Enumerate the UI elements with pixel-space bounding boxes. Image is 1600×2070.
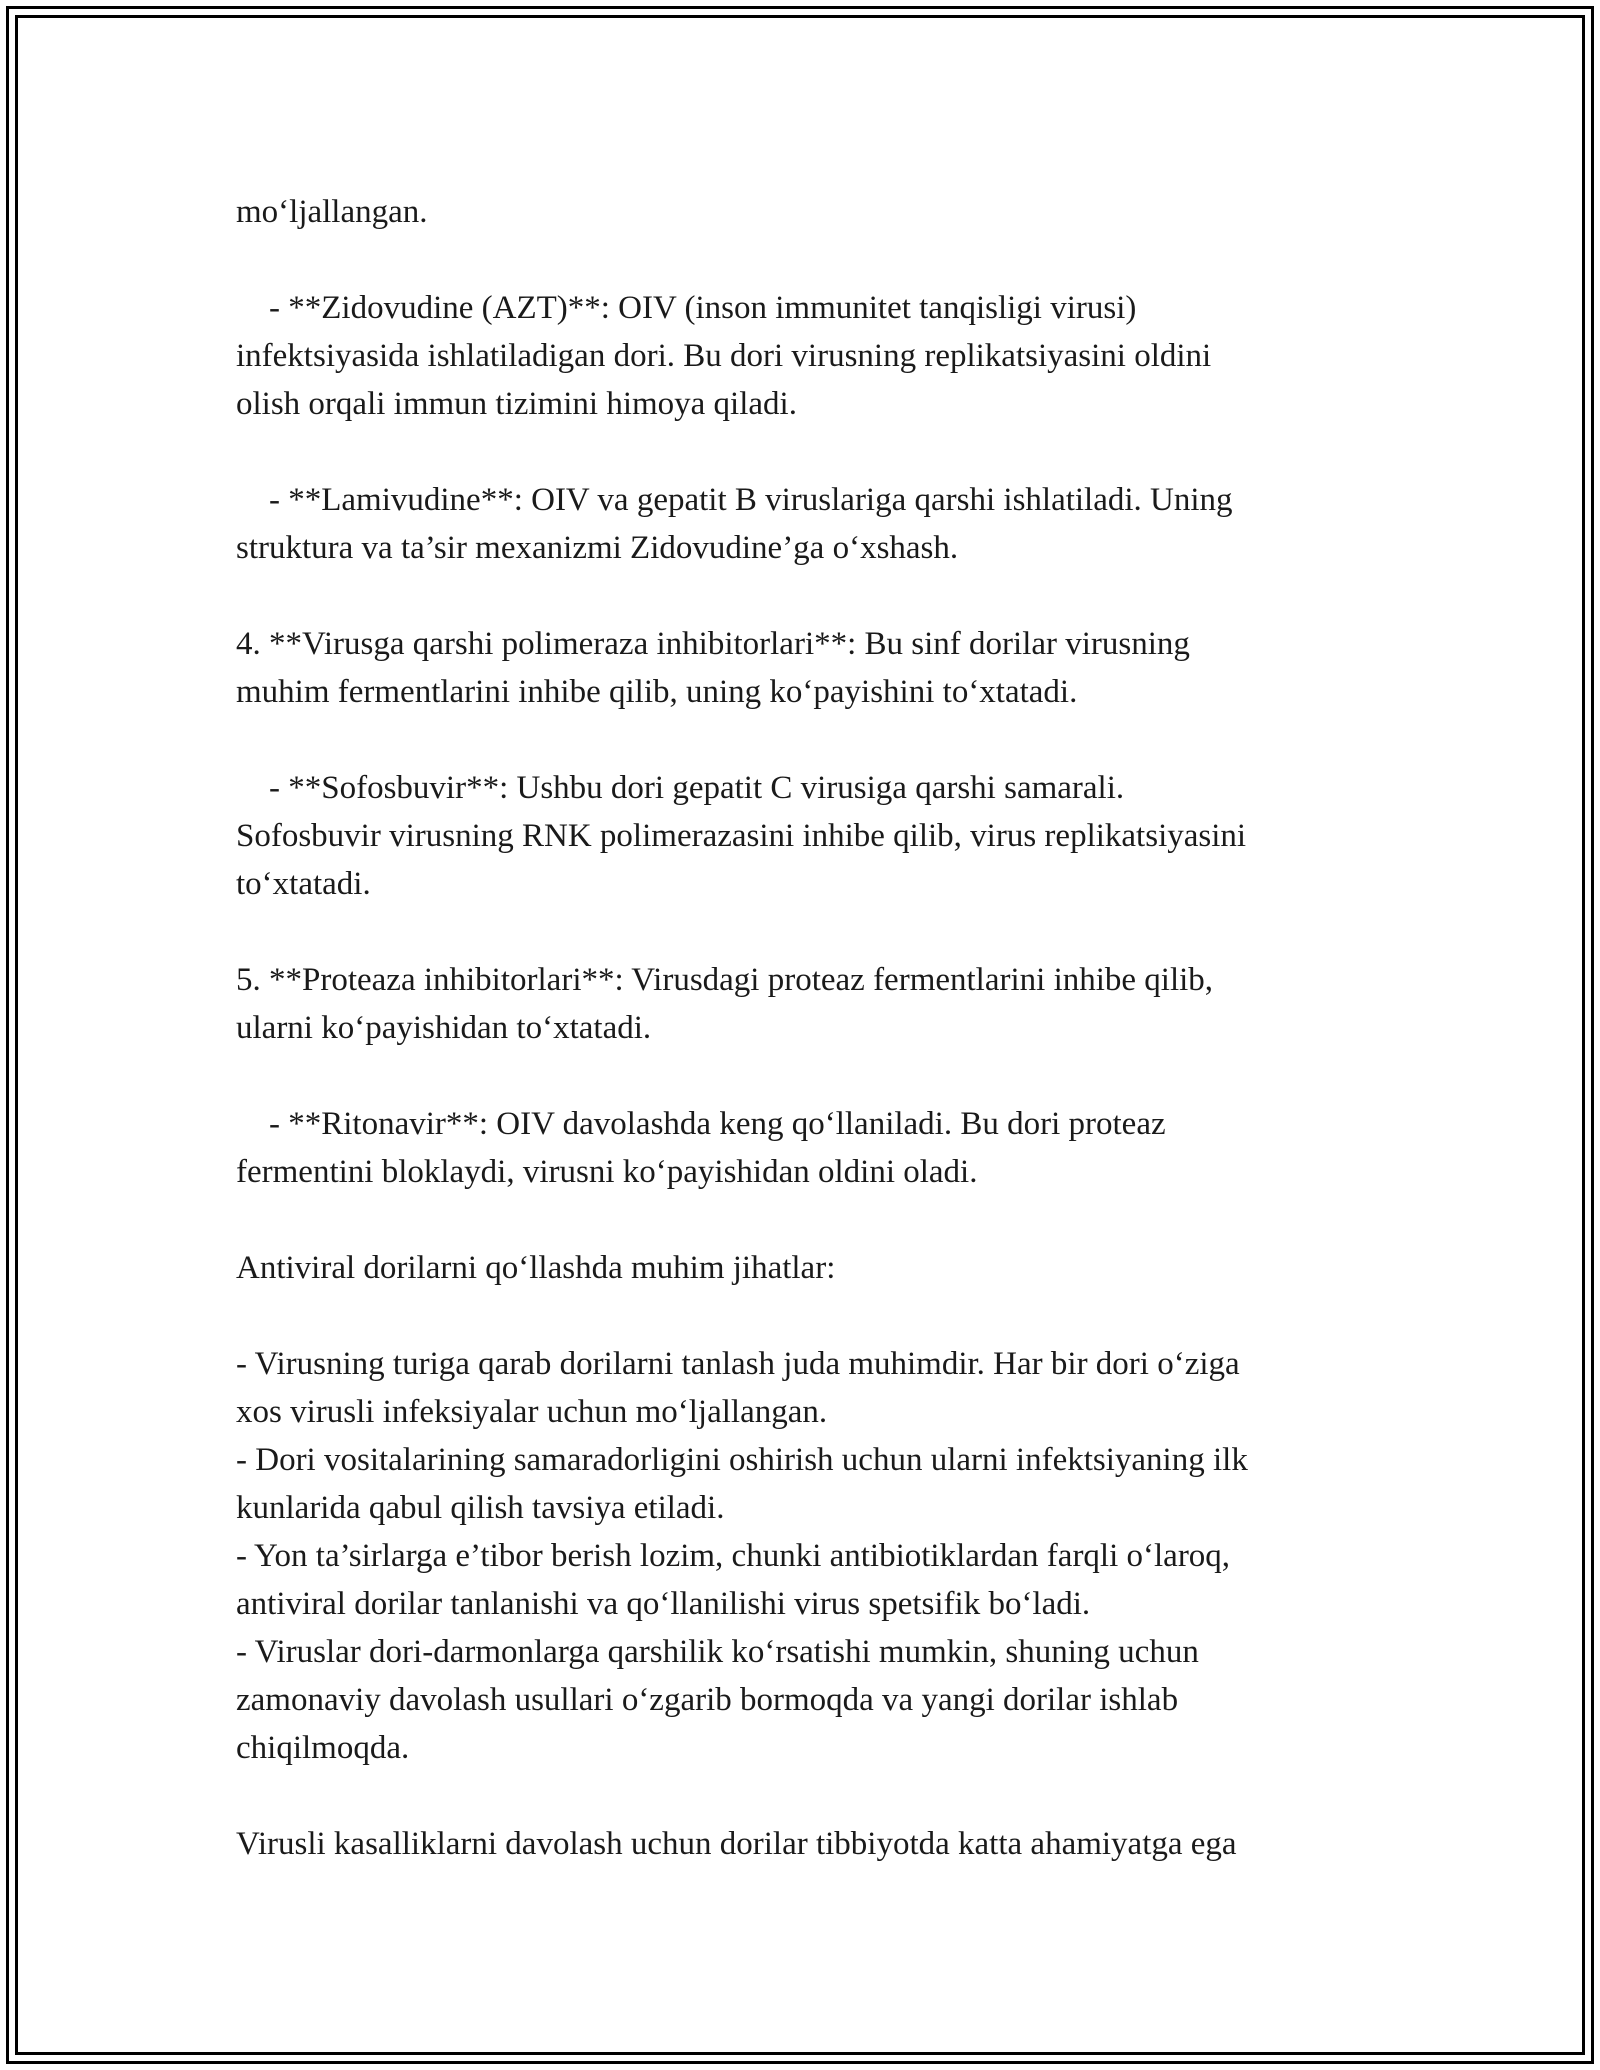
blank-line [236,236,1386,284]
text-line: - **Sofosbuvir**: Ushbu dori gepatit C virusiga qarshi samarali. [236,770,1125,806]
text-line: - Yon ta’sirlarga e’tibor berish lozim, chunki antibiotiklardan farqli o‘laroq, [236,1538,1231,1574]
text-line: fermentini bloklaydi, virusni ko‘payishidan oldini oladi. [236,1154,978,1190]
text-line: - Dori vositalarining samaradorligini oshirish uchun ularni infektsiyaning ilk [236,1442,1248,1478]
blank-line [236,908,1386,956]
text-line: to‘xtatadi. [236,866,371,902]
blank-line [236,716,1386,764]
text-line: muhim fermentlarini inhibe qilib, uning ko‘payishini to‘xtatadi. [236,674,1078,710]
blank-line [236,1772,1386,1820]
text-line: antiviral dorilar tanlanishi va qo‘llanilishi virus spetsifik bo‘ladi. [236,1586,1091,1622]
document-body [236,188,1386,1868]
text-line: infektsiyasida ishlatiladigan dori. Bu dori virusning replikatsiyasini oldini [236,338,1212,374]
text-line: struktura va ta’sir mexanizmi Zidovudine’ga o‘xshash. [236,530,959,566]
text-line: ularni ko‘payishidan to‘xtatadi. [236,1010,652,1046]
text-line: - Virusning turiga qarab dorilarni tanlash juda muhimdir. Har bir dori o‘ziga [236,1346,1240,1382]
text-line: 4. **Virusga qarshi polimeraza inhibitorlari**: Bu sinf dorilar virusning [236,626,1190,662]
text-line: 5. **Proteaza inhibitorlari**: Virusdagi proteaz fermentlarini inhibe qilib, [236,962,1214,998]
blank-line [236,1292,1386,1340]
text-line: - **Lamivudine**: OIV va gepatit B viruslariga qarshi ishlatiladi. Uning [236,482,1233,518]
text-line: - **Zidovudine (AZT)**: OIV (inson immunitet tanqisligi virusi) [236,290,1137,326]
text-line: - **Ritonavir**: OIV davolashda keng qo‘llaniladi. Bu dori proteaz [236,1106,1166,1142]
text-line: kunlarida qabul qilish tavsiya etiladi. [236,1490,725,1526]
text-line: olish orqali immun tizimini himoya qiladi. [236,386,797,422]
text-line: Antiviral dorilarni qo‘llashda muhim jihatlar: [236,1250,836,1286]
text-line: zamonaviy davolash usullari o‘zgarib bormoqda va yangi dorilar ishlab [236,1682,1179,1718]
text-line: Virusli kasalliklarni davolash uchun dorilar tibbiyotda katta ahamiyatga ega [236,1826,1237,1862]
blank-line [236,428,1386,476]
blank-line [236,1196,1386,1244]
text-line: Sofosbuvir virusning RNK polimerazasini inhibe qilib, virus replikatsiyasini [236,818,1247,854]
text-line: xos virusli infeksiyalar uchun mo‘ljallangan. [236,1394,828,1430]
text-line: chiqilmoqda. [236,1730,410,1766]
blank-line [236,572,1386,620]
text-line: mo‘ljallangan. [236,194,428,230]
blank-line [236,1052,1386,1100]
text-line: - Viruslar dori-darmonlarga qarshilik ko‘rsatishi mumkin, shuning uchun [236,1634,1199,1670]
